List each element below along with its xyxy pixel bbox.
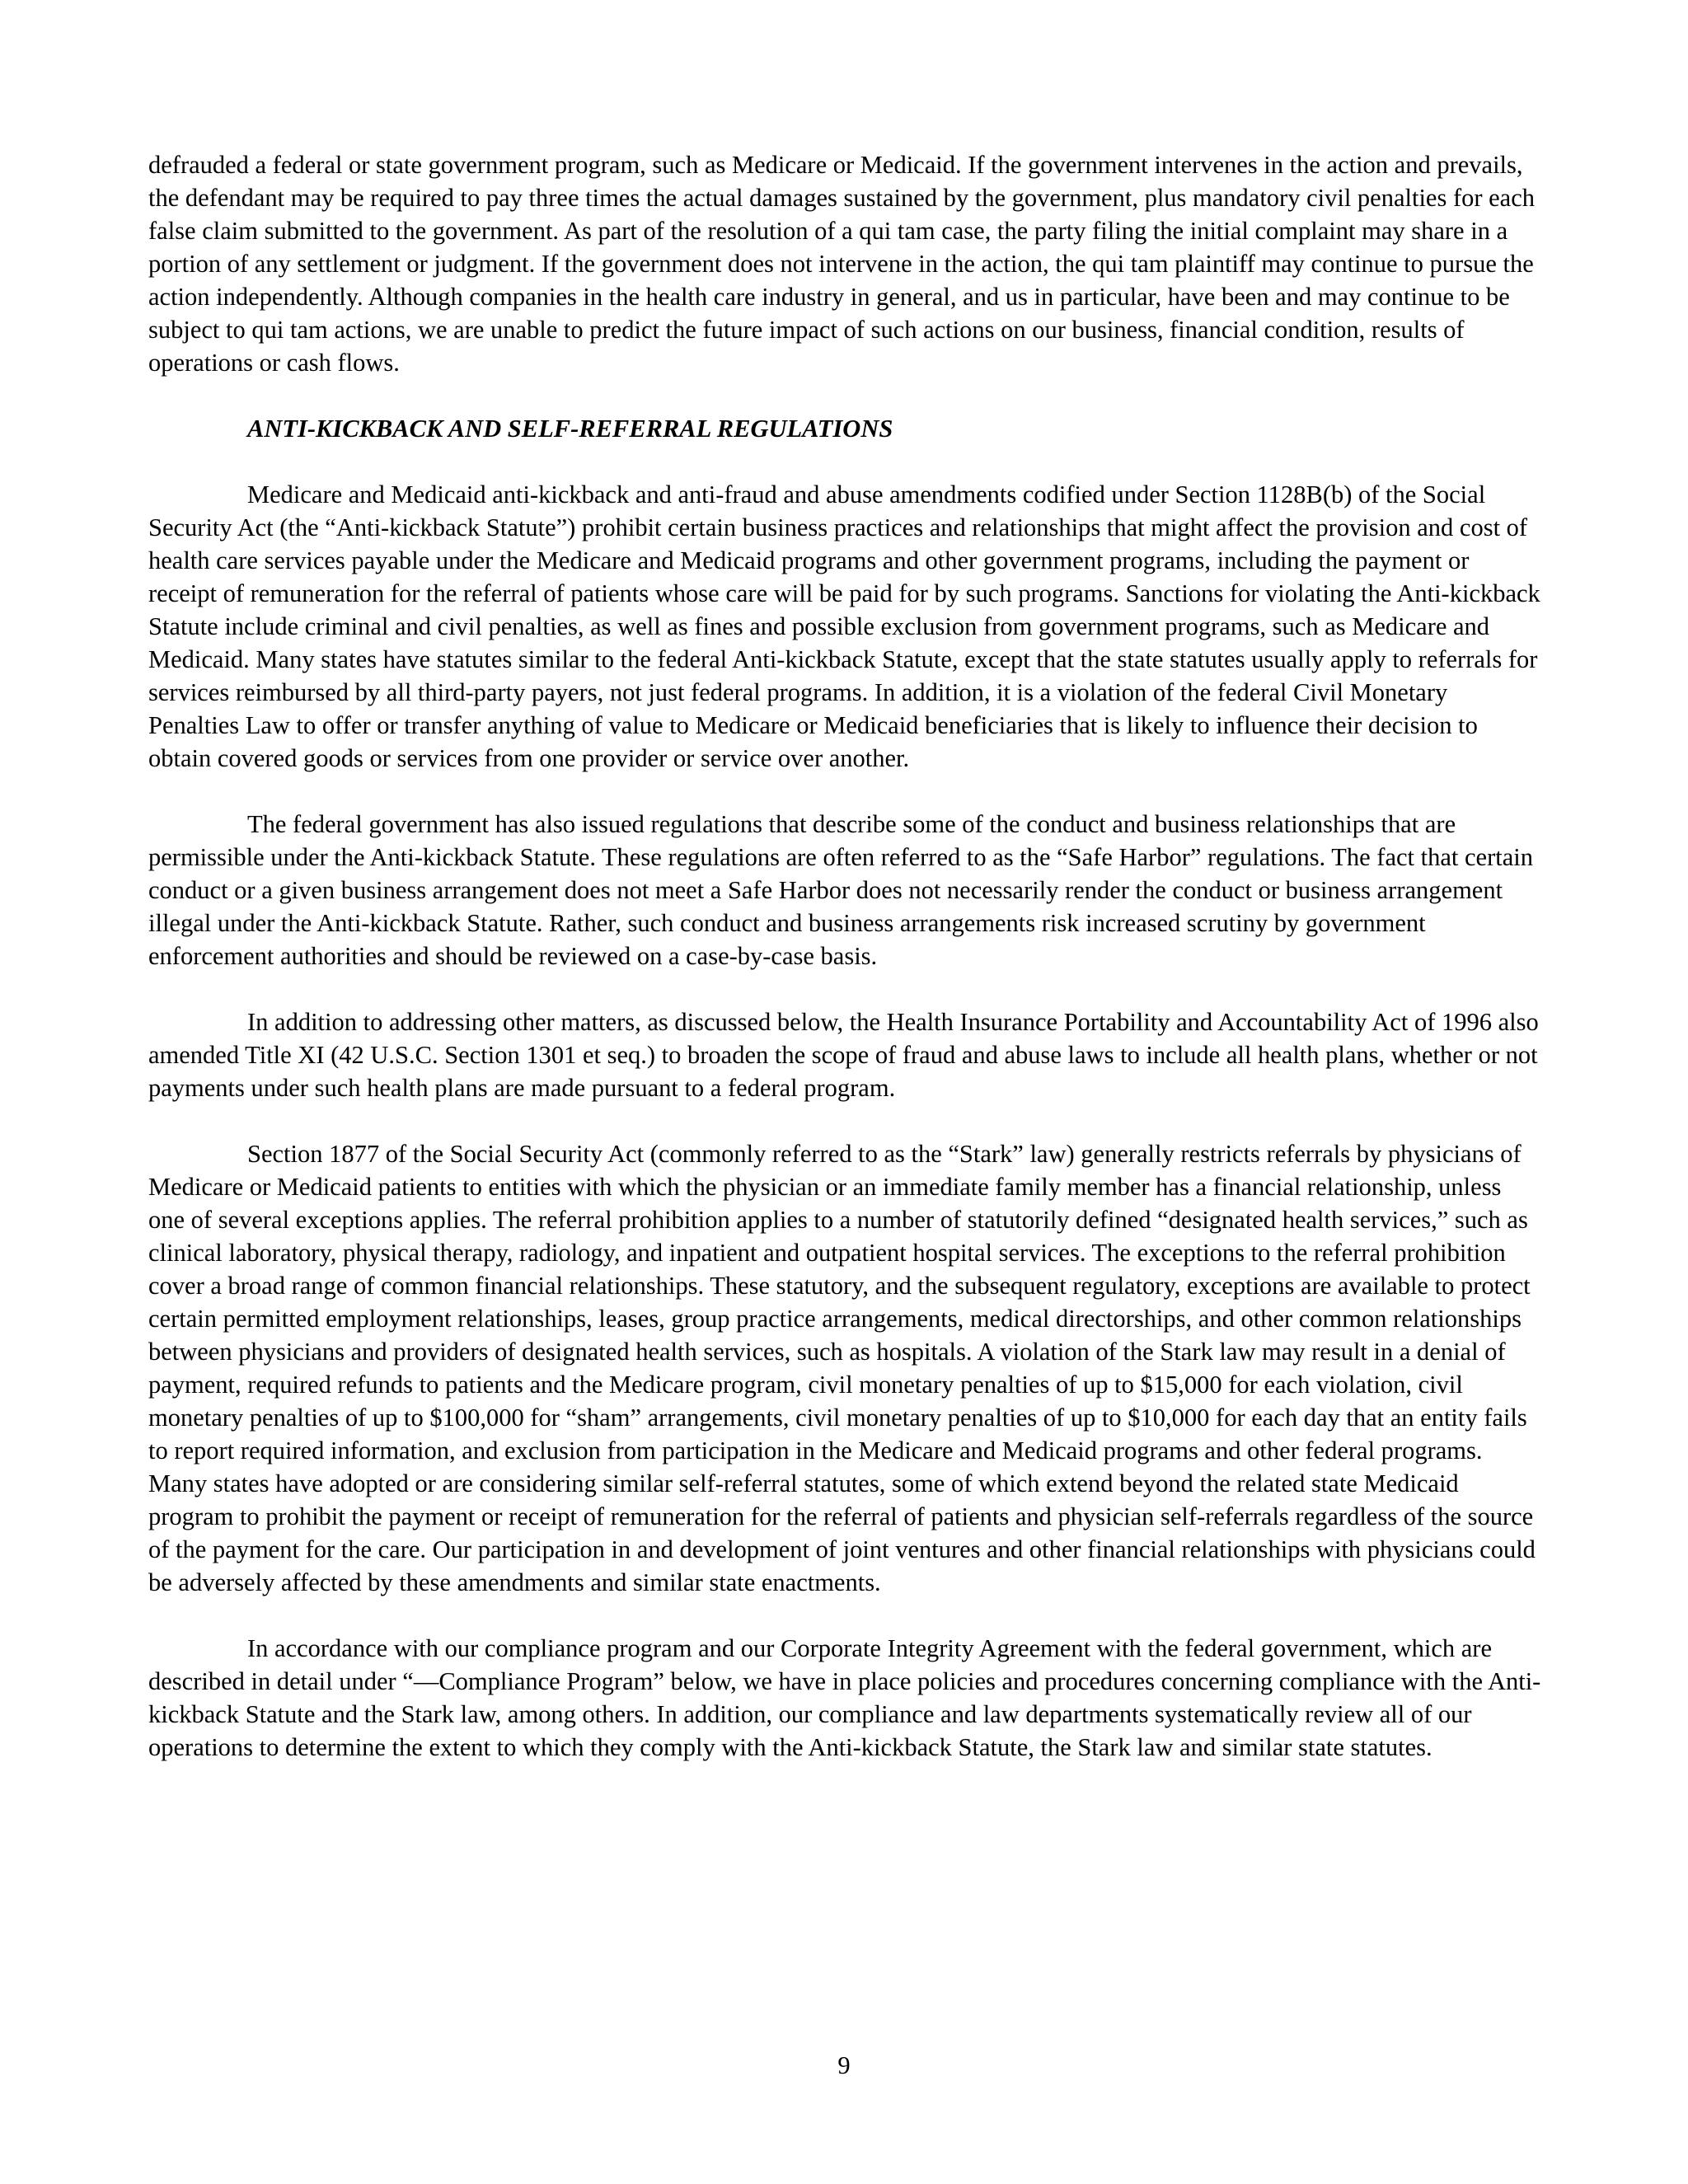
paragraph-safe-harbor: The federal government has also issued regulations that describe some of the conduct and business relationships that are permissible under the Anti-kickback Statute. These regulations are often referred to as the “Safe Harbor” regulations. The fact that certain conduct or a given business arrangement does not meet a Safe Harbor does not necessarily render the conduct or business arrangement illegal under the Anti-kickback Statute. Rather, such conduct and business arrangements risk increased scrutiny by government enforcement authorities and should be reviewed on a case-by-case basis. — [148, 810, 1533, 970]
paragraph-stark-law: Section 1877 of the Social Security Act (commonly referred to as the “Stark” law) generally restricts referrals by physicians of Medicare or Medicaid patients to entities with which the physician or an immediate family member has a financial relationship, unless one of several exceptions applies. The referral prohibition applies to a number of statutorily defined “designated health services,” such as clinical laboratory, physical therapy, radiology, and inpatient and outpatient hospital services. The exceptions to the referral prohibition cover a broad range of common financial relationships. These statutory, and the subsequent regulatory, exceptions are available to protect certain permitted employment relationships, leases, group practice arrangements, medical directorships, and other common relationships between physicians and providers of designated health services, such as hospitals. A violation of the Stark law may result in a denial of payment, required refunds to patients and the Medicare program, civil monetary penalties of up to $15,000 for each violation, civil monetary penalties of up to $100,000 for “sham” arrangements, civil monetary penalties of up to $10,000 for each day that an entity fails to report required information, and exclusion from participation in the Medicare and Medicaid programs and other federal programs. Many states have adopted or are considering similar self-referral statutes, some of which extend beyond the related state Medicaid program to prohibit the payment or receipt of remuneration for the referral of patients and physician self-referrals regardless of the source of the payment for the care. Our participation in and development of joint ventures and other financial relationships with physicians could be adversely affected by these amendments and similar state enactments. — [148, 1140, 1536, 1596]
paragraph-anti-kickback: Medicare and Medicaid anti-kickback and anti-fraud and abuse amendments codified under Section 1128B(b) of the Social Security Act (the “Anti-kickback Statute”) prohibit certain business practices and relationships that might affect the provision and cost of health care services payable under the Medicare and Medicaid programs and other government programs, including the payment or receipt of remuneration for the referral of patients whose care will be paid for by such programs. Sanctions for violating the Anti-kickback Statute include criminal and civil penalties, as well as fines and possible exclusion from government programs, such as Medicare and Medicaid. Many states have statutes similar to the federal Anti-kickback Statute, except that the state statutes usually apply to referrals for services reimbursed by all third-party payers, not just federal programs. In addition, it is a violation of the federal Civil Monetary Penalties Law to offer or transfer anything of value to Medicare or Medicaid beneficiaries that is likely to influence their decision to obtain covered goods or services from one provider or service over another. — [148, 480, 1540, 772]
page-number: 9 — [837, 2051, 851, 2079]
paragraph-hipaa: In addition to addressing other matters, as discussed below, the Health Insurance Portability and Accountability Act of 1996 also amended Title XI (42 U.S.C. Section 1301 et seq.) to broaden the scope of fraud and abuse laws to include all health plans, whether or not payments under such health plans are made pursuant to a federal program. — [148, 1008, 1539, 1102]
paragraph-compliance-program: In accordance with our compliance program and our Corporate Integrity Agreement with the federal government, which are described in detail under “—Compliance Program” below, we have in place policies and procedures concerning compliance with the Anti-kickback Statute and the Stark law, among others. In addition, our compliance and law departments systematically review all of our operations to determine the extent to which they comply with the Anti-kickback Statute, the Stark law and similar state statutes. — [148, 1634, 1541, 1761]
section-heading: ANTI-KICKBACK AND SELF-REFERRAL REGULATIONS — [247, 415, 893, 443]
paragraph-qui-tam: defrauded a federal or state government program, such as Medicare or Medicaid. If the government intervenes in the action and prevails, the defendant may be required to pay three times the actual damages sustained by the government, plus mandatory civil penalties for each false claim submitted to the government. As part of the resolution of a qui tam case, the party filing the initial complaint may share in a portion of any settlement or judgment. If the government does not intervene in the action, the qui tam plaintiff may continue to pursue the action independently. Although companies in the health care industry in general, and us in particular, have been and may continue to be subject to qui tam actions, we are unable to predict the future impact of such actions on our business, financial condition, results of operations or cash flows. — [148, 151, 1535, 377]
document-body — [148, 148, 1541, 1797]
